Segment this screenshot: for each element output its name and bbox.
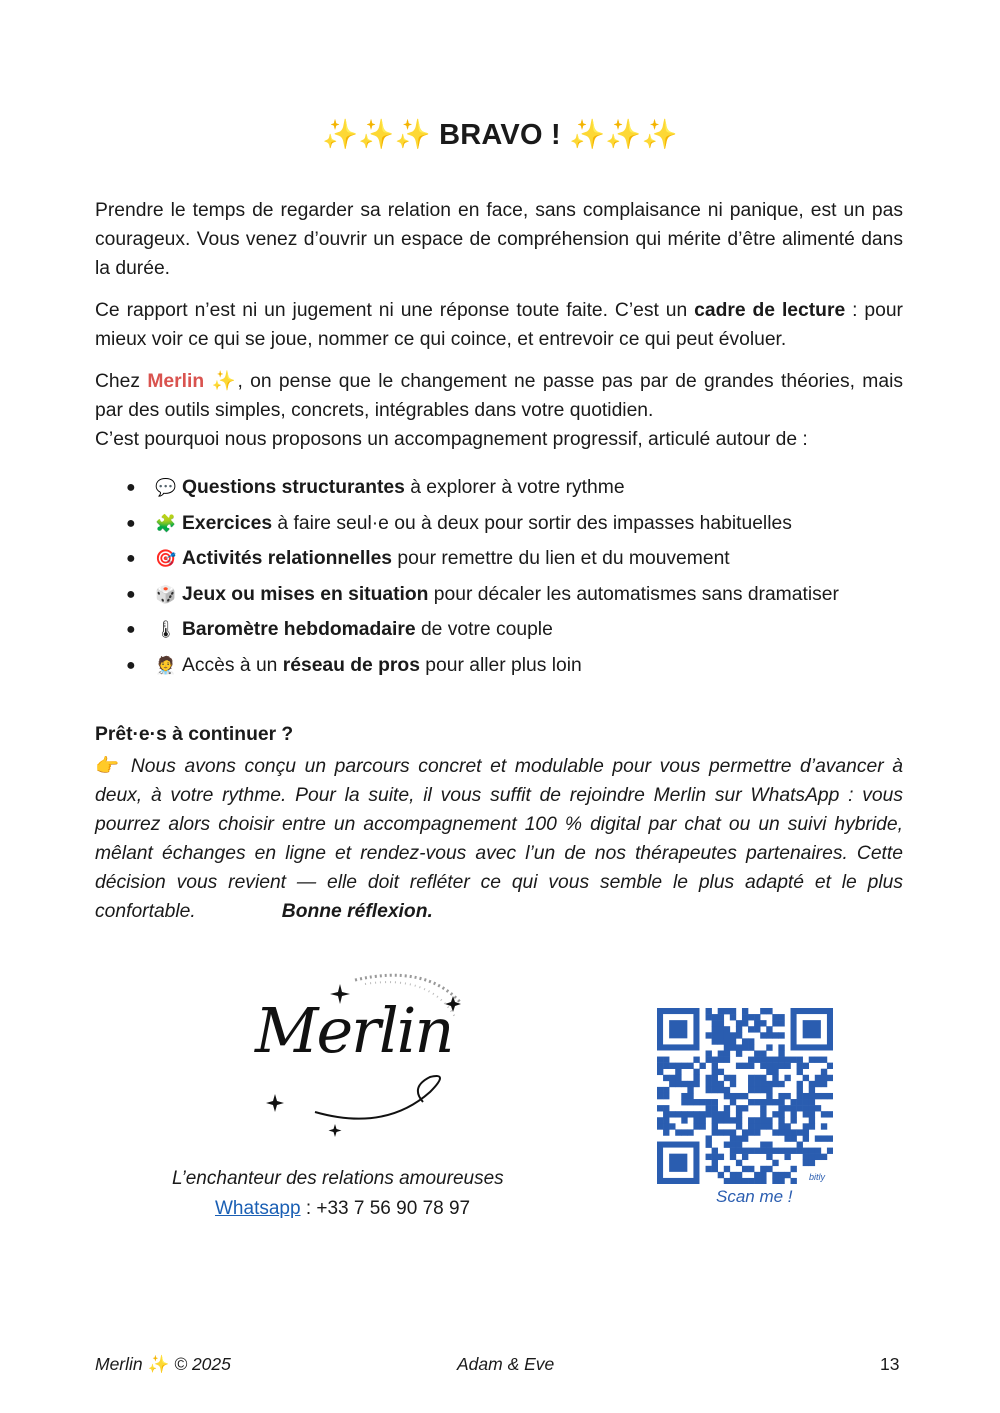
cta-title: Prêt·e·s à continuer ? xyxy=(95,724,294,745)
feature-item xyxy=(95,650,839,686)
merlin-logo xyxy=(235,962,475,1152)
bullet-icon: ● xyxy=(126,514,136,532)
cta-text: Nous avons conçu un parcours concret et modulable pour vous permettre d’avancer à deux, à votre rythme. Pour la suite, il vous suffit de rejoindre Merlin sur WhatsApp : vous pourrez alors choisir entre un accompagnement 100 % digital par chat ou un suivi hybride, mêlant échanges en ligne et rendez-vous avec l’un de nos thérapeutes partenaires. Cette décision vous revient — elle doit refléter ce qui vous semble le plus adapté et le plus confortable. xyxy=(95,756,903,922)
intro-paragraph: Prendre le temps de regarder sa relation en face, sans complaisance ni panique, est un pas courageux. Vous venez d’ouvrir un espace de compréhension qui mérite d’être alimenté dans la durée. xyxy=(95,200,903,279)
feature-item xyxy=(95,614,839,650)
bullet-icon: ● xyxy=(126,550,136,568)
page-number: 13 xyxy=(880,1354,900,1374)
feature-list xyxy=(95,472,839,686)
feature-title: Baromètre hebdomadaire xyxy=(182,619,416,641)
feature-emoji-icon: 🧑‍⚕️ xyxy=(155,655,177,675)
qr-finder-pattern xyxy=(791,1008,833,1050)
feature-title: Jeux ou mises en situation xyxy=(182,583,429,605)
qr-finder-pattern xyxy=(657,1008,699,1050)
feature-title: réseau de pros xyxy=(282,654,420,676)
feature-description: pour aller plus loin xyxy=(419,654,582,676)
sparkles-icon: ✨ xyxy=(211,371,238,392)
phone-number: : +33 7 56 90 78 97 xyxy=(300,1198,471,1219)
feature-description: à explorer à votre rythme xyxy=(404,477,625,498)
footer-brand-name: Merlin xyxy=(95,1354,143,1374)
qr-caption: Scan me ! xyxy=(716,1187,793,1206)
feature-description: pour décaler les automatismes sans dramatiser xyxy=(428,583,839,605)
cta-closing: Bonne réflexion. xyxy=(281,901,433,922)
page-title-text: BRAVO ! xyxy=(439,119,561,151)
footer-copyright: © 2025 xyxy=(169,1354,231,1374)
qr-finder-pattern xyxy=(657,1142,699,1184)
feature-item xyxy=(95,543,839,579)
feature-prefix: Accès à un xyxy=(182,654,283,676)
logo-text: Merlin xyxy=(255,994,453,1067)
feature-emoji-icon: 💬 xyxy=(155,478,177,497)
bullet-icon: ● xyxy=(126,621,136,639)
sparkles-icon: ✨✨✨ xyxy=(569,119,679,151)
feature-title: Exercices xyxy=(182,512,273,534)
feature-title: Activités relationnelles xyxy=(182,548,393,570)
report-emphasis: cadre de lecture xyxy=(694,300,846,321)
bullet-icon: ● xyxy=(126,585,136,603)
report-text-end: : pour mieux voir ce qui se joue, nommer ce qui coince, et entrevoir ce qui peut évoluer. xyxy=(95,300,903,350)
contact-line xyxy=(215,1198,470,1220)
feature-item xyxy=(95,472,839,508)
bullet-icon: ● xyxy=(126,656,136,674)
qr-code[interactable] xyxy=(657,1008,833,1184)
sparkles-icon: ✨✨✨ xyxy=(321,119,431,151)
sparkles-icon: ✨ xyxy=(147,1354,170,1374)
merlin-text-end: , on pense que le changement ne passe pas par de grandes théories, mais par des outils simples, concrets, intégrables dans votre quotidien. xyxy=(95,371,904,421)
brand-name: Merlin xyxy=(147,371,205,392)
pointing-hand-icon: 👉 xyxy=(95,756,123,777)
merlin-paragraph xyxy=(95,367,903,425)
whatsapp-link[interactable]: Whatsapp xyxy=(215,1198,301,1219)
feature-description: à faire seul·e ou à deux pour sortir des impasses habituelles xyxy=(272,512,792,534)
footer-title: Adam & Eve xyxy=(457,1354,555,1374)
cta-body xyxy=(95,752,903,926)
feature-emoji-icon: 🧩 xyxy=(155,513,177,533)
qr-brand-label: bitly xyxy=(809,1172,826,1182)
bullet-icon: ● xyxy=(126,479,136,496)
feature-title: Questions structurantes xyxy=(182,477,405,498)
report-paragraph xyxy=(95,296,903,354)
report-text: Ce rapport n’est ni un jugement ni une réponse toute faite. C’est un xyxy=(95,300,695,321)
feature-emoji-icon: 🌡 xyxy=(155,620,177,640)
page-title xyxy=(0,118,1000,152)
tagline: L’enchanteur des relations amoureuses xyxy=(172,1168,504,1189)
footer-brand xyxy=(95,1354,231,1375)
feature-description: de votre couple xyxy=(415,619,553,641)
feature-emoji-icon: 🎯 xyxy=(155,549,177,569)
offer-intro: C’est pourquoi nous proposons un accompagnement progressif, articulé autour de : xyxy=(95,429,808,450)
feature-description: pour remettre du lien et du mouvement xyxy=(392,548,730,570)
feature-item xyxy=(95,508,839,544)
merlin-text: Chez xyxy=(95,371,148,392)
feature-item xyxy=(95,579,839,615)
feature-emoji-icon: 🎲 xyxy=(155,584,177,604)
